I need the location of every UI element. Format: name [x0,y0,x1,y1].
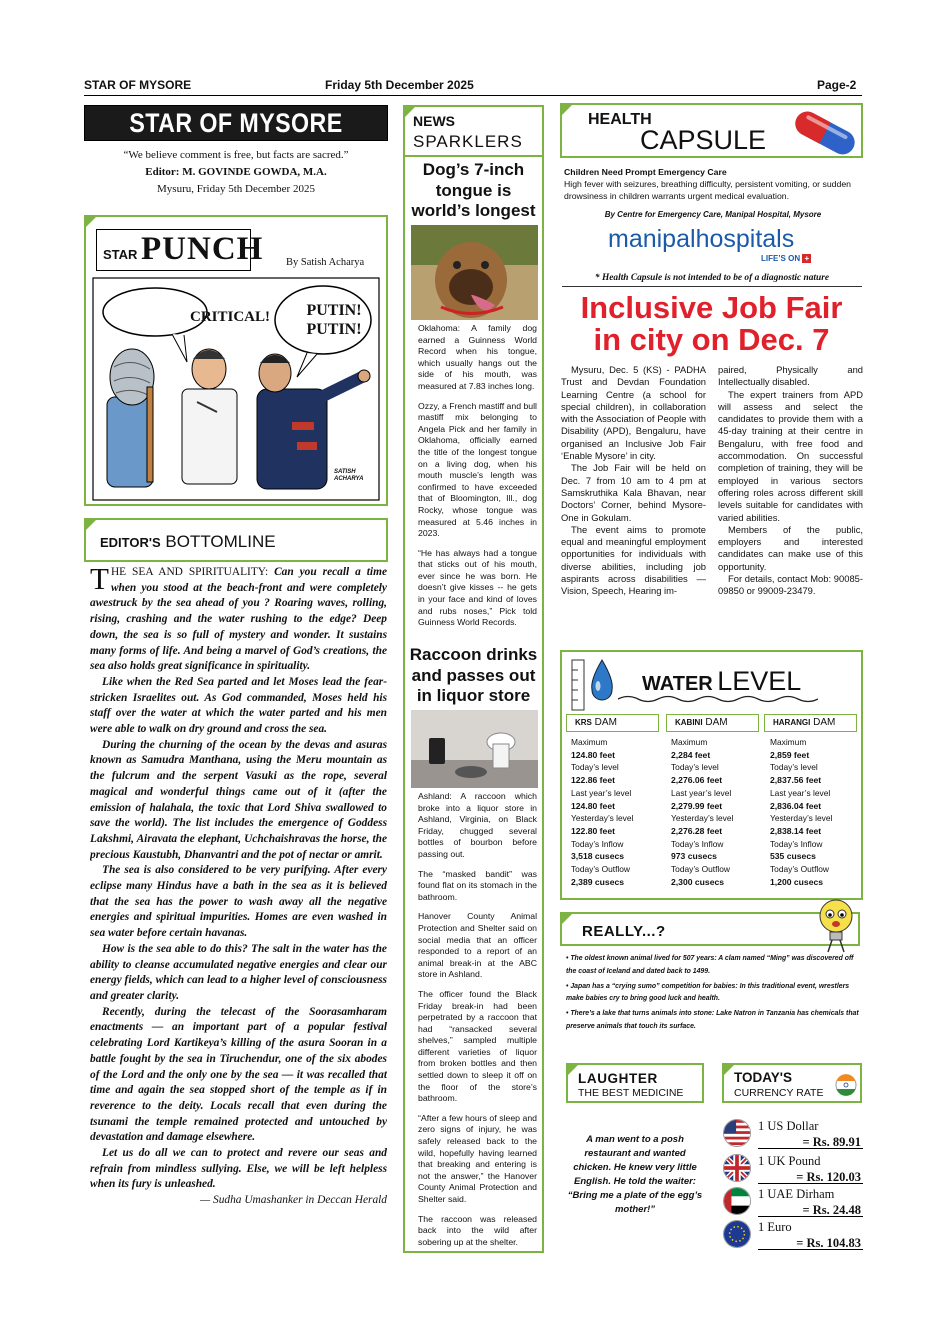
dam-suffix: DAM [594,717,617,728]
dam-value: 2,838.14 feet [770,825,822,836]
star-punch-punch: PUNCH [141,231,264,267]
really-item-text: The oldest known animal lived for 507 years: A clam named “Ming” was discovered off the coast of Iceland and dated back to 1499. [566,955,854,975]
list-item: • The oldest known animal lived for 507 years: A clam named “Ming” was discovered off the coast of Iceland and dated back to 1499. [566,955,854,975]
dam-value: 973 cusecs [671,851,717,862]
bottomline-label-text: BOTTOMLINE [165,532,276,551]
bottomline-paragraph: How is the sea able to do this? The salt in the water has the ability to cleanse accumulated negative energies and clear our energy fields, which can lead to a higher level of consciousness and greater clarity. [90,942,387,1002]
laughter-joke: A man went to a posh restaurant and wanted chicken. He knew very little English. He told the waiter: “Bring me a plate of the egg’s mother!” [567,1134,703,1215]
bubble-putin-2: PUTIN! [306,321,362,338]
dam-label: Today’s Inflow [571,838,624,849]
india-flag-icon [834,1074,858,1096]
currency-row-eur [723,1220,863,1250]
dam-value: 1,200 cusecs [770,876,824,887]
masthead-dateline: Mysuru, Friday 5th December 2025 [157,183,315,195]
dam-value: 2,284 feet [671,749,711,760]
water-drop-icon [570,656,616,712]
currency-value: = Rs. 120.03 [796,1170,861,1184]
dam-label: Last year’s level [770,787,831,798]
story2-paragraph: The “masked bandit” was found flat on its stomach in the bathroom. [418,868,537,902]
dam-label: Yesterday’s level [571,813,634,824]
uae-flag-icon [723,1187,751,1215]
story2-headline: Raccoon drinks and passes out in liquor store [409,645,538,705]
dam-value: 2,276.28 feet [671,825,723,836]
bottomline-article [90,565,387,1255]
sparklers-label-news: NEWS [413,113,455,129]
really-item-text: There’s a lake that turns animals into stone: Lake Natron in Tanzania has chemicals that preserve animals that touch its surface. [566,1010,859,1030]
dam-name: KABINI [675,718,703,727]
bottomline-paragraph: During the churning of the ocean by the devas and asuras known as Samudra Manthana, using the Meru mountain as the fulcrum and the serpent Vasuki as the rope, several magical and wonderful things came out of it (after the emission of halahala, the toxic that Lord Shiva swallowed to save the world). The list includes the emergence of Goddess Lakshmi, Airavata the elephant, Uchchaishravas the horse, the precious Kaustubh, Dhanvantri and the pot of nectar or amrit. [90,738,387,861]
capsule-label: CAPSULE [640,125,767,155]
dam-data-kabini [671,736,763,888]
really-label: REALLY...? [582,923,666,940]
list-item: • There’s a lake that turns animals into stone: Lake Natron in Tanzania has chemicals that preserve animals that touch its surface. [566,1010,859,1030]
dam-label: Today’s level [671,762,719,773]
dam-label: Yesterday’s level [671,813,734,824]
bottomline-paragraph: Let us do all we can to protect and revere our seas and refrain from mindless sullying. Else, we will be left helpless when its fury is unleashed. [90,1147,387,1191]
bottomline-credit: — Sudha Umashanker in Deccan Herald [200,1194,387,1207]
manipal-logo-b: hospitals [695,225,795,253]
story2-paragraph: Ashland: A raccoon which broke into a liquor store in Ashland, Virginia, on Black Friday, chugged several bottles of bourbon before passing out. [418,791,537,859]
dam-label: Yesterday’s level [770,813,833,824]
star-punch-box [84,215,388,506]
currency-value: = Rs. 104.83 [796,1236,861,1250]
dam-label: Today’s Outflow [571,864,630,875]
currency-unit: 1 UK Pound [758,1154,821,1168]
dam-header-harangi [764,714,857,732]
dam-value: 2,279.99 feet [671,800,723,811]
masthead-editor: Editor: M. GOVINDE GOWDA, M.A. [145,166,327,178]
health-byline: By Centre for Emergency Care, Manipal Hospital, Mysore [604,210,822,219]
dam-header-krs [566,714,659,732]
job-fair-paragraph: The event aims to promote equal and meaningful employment opportunities for individuals with diverse abilities, including job aspirants across disabilities — Vision, Speech, Hearing im- [561,523,706,597]
dam-label: Maximum [571,737,608,747]
bottomline-paragraph: The sea is also considered to be very purifying. After every eclipse many Hindus have a bath in the sea as it is believed that the sea has the power to wash away all the negative energies and spiritual impurities. Homes are even washed in sea water before certain havanas. [90,864,387,940]
plus-icon: + [802,254,811,263]
water-label-text: LEVEL [717,666,802,696]
bottomline-paragraph: Like when the Red Sea parted and let Moses lead the fear-stricken Israelites out. As God commanded, Moses held his staff over the water at which the water parted and his men were able to walk on dry ground and cross the sea. [90,675,387,736]
health-title: Children Need Prompt Emergency Care [564,167,727,177]
story2-body [418,791,537,1256]
job-fair-headline [560,292,863,356]
news-sparklers-box [403,105,544,1253]
health-label: HEALTH [588,111,652,128]
story2-paragraph: The raccoon was released back into the wild after sobering up at the shelter. [418,1213,537,1247]
dam-label: Today’s Outflow [770,864,829,875]
currency-box [722,1063,862,1103]
story2-paragraph: “After a few hours of sleep and zero signs of injury, he was safely released back to the wild, hopefully having learned that breaking and entering is not the answer,” the Hanover County Animal Protection and Shelter said. [418,1112,537,1204]
currency-unit: 1 UAE Dirham [758,1187,835,1201]
story1-paragraph: Oklahoma: A family dog earned a Guinness World Record when his tongue, which usually hangs out the side of his mouth, was measured at 7.83 inches long. [418,323,537,391]
water-level-label [642,666,801,697]
dam-value: 2,836.04 feet [770,800,822,811]
cartoon-signature: SATISH ACHARYA [334,469,364,482]
pill-icon [787,107,863,159]
currency-value: = Rs. 24.48 [802,1203,861,1217]
star-punch-byline: By Satish Acharya [286,257,365,268]
us-flag-icon [723,1119,751,1147]
water-label-bold: WATER [642,673,713,695]
drop-cap: T [90,565,109,596]
dam-value: 2,859 feet [770,749,810,760]
bottomline-paragraph: Recently, during the telecast of the Soorasamharam enactments — an important part of a popular festival celebrating Lord Kartikeya’s killing of the asura Sooran in a battle fought by the sea in Tiruchendur, one of the six abodes of the Lord and the only one by the sea — it was recalled that time and again the sea stopped short of the temple as if in reverence to the deity. Locals recall that even during the tsunami the temple remained protected and untouched by devastation and damage elsewhere. [90,1005,387,1144]
dam-value: 124.80 feet [571,749,615,760]
manipal-tagline [761,254,811,263]
dam-header-kabini [666,714,759,732]
uk-flag-icon [723,1154,751,1182]
dam-value: 3,518 cusecs [571,851,625,862]
job-fair-col2 [718,364,863,598]
currency-label: TODAY'S [734,1070,792,1085]
job-fair-paragraph: Mysuru, Dec. 5 (KS) - PADHA Trust and Devdan Foundation Learning Centre (a school for special children), in collaboration with the Association of People with Disability (APD), Bengaluru, have organised an Inclusive Job Fair ‘Enable Mysore’ in city. [561,364,706,462]
masthead-info [84,147,388,198]
story1-paragraph: “He has always had a tongue that sticks out of his mouth, ever since he was born. He doesn’t give kisses -- he gets in your face and kind of loves and rubs noses,” Pick told Guinness World Records. [418,547,537,628]
star-punch-star: STAR [103,247,138,262]
currency-unit: 1 Euro [758,1220,792,1234]
dam-label: Last year’s level [671,787,732,798]
lightbulb-icon [812,896,860,954]
bottomline-box [84,518,388,562]
story2-paragraph: The officer found the Black Friday break-in had been perpetrated by a raccoon that had “ransacked several shelves,” sampled multiple different varieties of liquor from broken bottles and then settled down to sleep it off on the floor of the store’s bathroom. [418,988,537,1104]
bottomline-lead-caps: HE SEA AND SPIRITUALITY: [110,566,269,578]
dam-value: 2,276.06 feet [671,775,723,786]
dam-label: Last year’s level [571,787,632,798]
job-fair-paragraph: Members of the public, employers and interested candidates can make use of this opportunity. [718,523,863,572]
dam-label: Today’s Outflow [671,864,730,875]
manipal-tagline-text: LIFE’S ON [761,254,801,263]
dog-photo [411,225,538,320]
job-fair-paragraph: For details, contact Mob: 90085-09850 or 99009-23479. [718,573,863,597]
dam-label: Today’s Inflow [770,838,823,849]
wave-icon [618,694,818,704]
dam-value: 122.86 feet [571,775,615,786]
bottomline-lead: Can you recall a time when you stood at the beach-front and were completely awestruck by the sea ahead of you ? Roaring waves, rolling, rising, crashing and the water rushing to the edge? Deep down, the sea is so full of mystery and wonder. It sustains many forms of life. And being a marvel of God’s creations, the sea also holds great significance in spirituality. [90,566,387,673]
raccoon-photo [411,710,538,788]
dam-label: Maximum [671,737,708,747]
really-item-text: Japan has a “crying sumo” competition for babies: In this traditional event, wrestlers make babies cry to bring good luck and health. [566,982,850,1003]
bottomline-label [100,532,276,552]
currency-unit: 1 US Dollar [758,1119,819,1133]
dam-suffix: DAM [813,717,836,728]
bubble-critical: CRITICAL! [190,309,271,325]
dam-label: Today’s level [571,762,619,773]
manipal-logo [608,225,794,254]
job-fair-col1 [561,364,706,598]
story1-paragraph: Ozzy, a French mastiff and bull mastiff mix belonging to Angela Pick and her family in Oklahoma, officially earned the title of the longest tongue on a living dog, when his mouth muscle’s length was confirmed to have exceeded that of Bloomington, Ill., dog Rocky, whose tongue was measured at 5.46 inches in 2023. [418,400,537,539]
dam-name: HARANGI [773,718,811,727]
laughter-sub: THE BEST MEDICINE [578,1087,684,1099]
star-punch-title-box [96,229,264,271]
header-date: Friday 5th December 2025 [325,78,474,92]
health-disclaimer: * Health Capsule is not intended to be of a diagnostic nature [594,273,830,283]
eu-flag-icon [723,1220,751,1248]
list-item: • Japan has a “crying sumo” competition for babies: In this traditional event, wrestlers make babies cry to bring good luck and health. [566,982,850,1003]
dam-label: Maximum [770,737,807,747]
currency-sub: CURRENCY RATE [734,1087,824,1099]
dam-suffix: DAM [705,717,728,728]
header-page: Page-2 [817,78,857,92]
laughter-box [566,1063,704,1103]
job-fair-headline-2: in city on Dec. 7 [593,322,830,357]
currency-row-aed [723,1187,863,1217]
masthead-motto: “We believe comment is free, but facts are sacred.” [123,149,349,161]
bubble-putin [304,301,364,339]
job-fair-paragraph: The Job Fair will be held on Dec. 7 from 10 am to 4 pm at Samskruthika Kala Bhavan, near Doctors’ Corner, behind Mysore-One in Gokulam. [561,462,706,523]
masthead-bar [84,105,388,141]
dam-value: 2,837.56 feet [770,775,822,786]
job-fair-paragraph: paired, Physically and Intellectually disabled. [718,364,863,388]
story1-body [418,323,537,637]
manipal-logo-a: manipal [608,225,696,253]
dam-value: 2,300 cusecs [671,876,725,887]
bubble-putin-1: PUTIN! [306,302,362,319]
dam-data-krs [571,736,663,888]
dam-data-harangi [770,736,862,888]
dam-label: Today’s level [770,762,818,773]
story1-headline: Dog’s 7-inch tongue is world’s longest [411,160,536,220]
health-capsule-header [560,103,863,158]
health-body: High fever with seizures, breathing difficulty, persistent vomiting, or sudden drowsiness in children warrants urgent medical evaluation. [564,179,851,201]
dam-label: Today’s Inflow [671,838,724,849]
job-fair-paragraph: The expert trainers from APD will assess and select the candidates to provide them with a 45-day training at their centre in Bengaluru, with free food and accommodation. On successful completion of training, they will be employed in various sectors offering roles across different skill levels suitable for candidates with varied abilities. [718,388,863,523]
dam-value: 535 cusecs [770,851,816,862]
header-paper-name: STAR OF MYSORE [84,78,192,92]
dam-value: 122.80 feet [571,825,615,836]
sparklers-label-sparklers: SPARKLERS [413,132,523,151]
dam-value: 124.80 feet [571,800,615,811]
laughter-label: LAUGHTER [578,1071,658,1086]
dam-name: KRS [575,718,592,727]
dam-value: 2,389 cusecs [571,876,625,887]
currency-row-usd [723,1119,863,1149]
currency-row-gbp [723,1154,863,1184]
bottomline-label-bold: EDITOR'S [100,535,161,550]
masthead-title: STAR OF MYSORE [129,108,343,138]
health-content [564,166,862,221]
header-rule [84,95,862,96]
story2-paragraph: Hanover County Animal Protection and Shelter said on social media that an officer responded to a report of an animal break-in at the ABC store in Ashland. [418,911,537,980]
really-list [566,953,860,1034]
currency-value: = Rs. 89.91 [802,1135,861,1149]
job-fair-headline-1: Inclusive Job Fair [580,290,843,325]
